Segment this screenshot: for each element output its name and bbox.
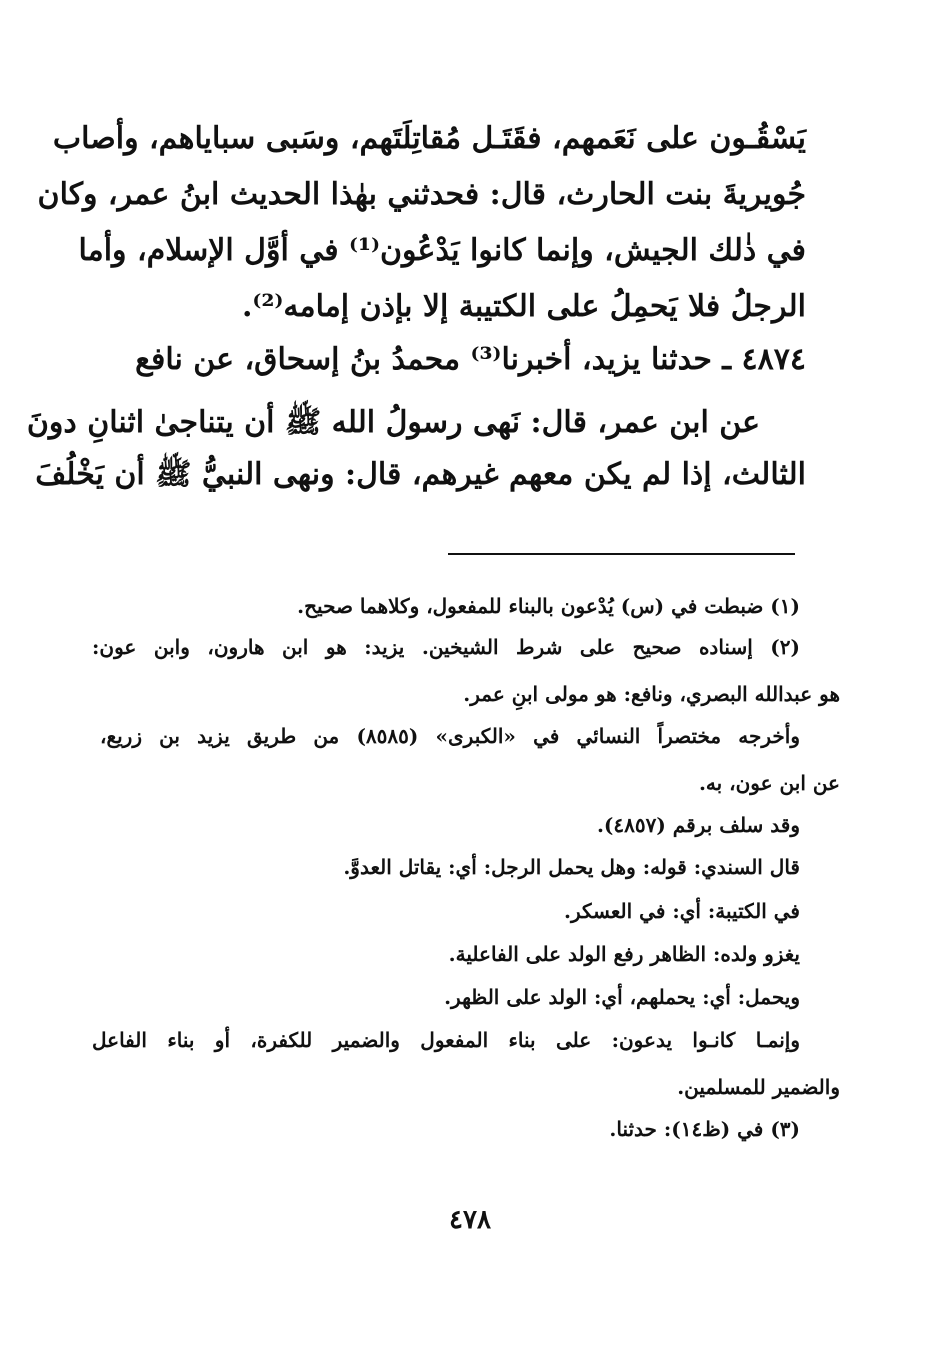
main-text-line-4: الرجلُ فلا يَحمِلُ على الكتيبة إلا بإذن إمامه⁽²⁾. (241, 289, 806, 324)
footnote-2-ref: وأخرجه مختصراً النسائي في «الكبرى» (٨٥٨٥) من طريق يزيد بن زريع، (100, 724, 800, 748)
footnote-2-yahmil: ويحمل: أي: يحملهم، أي: الولد على الظهر. (444, 985, 800, 1009)
footnote-2: (٢) إسناده صحيح على شرط الشيخين. يزيد: هو ابن هارون، وابن عون: (92, 635, 800, 659)
footnote-2-sindi: قال السندي: قوله: وهل يحمل الرجل: أي: يقاتل العدوَّ. (343, 855, 800, 879)
footnote-2-katiba: في الكتيبة: أي: في العسكر. (564, 899, 800, 923)
footnote-2-yaghzu: يغزو ولده: الظاهر رفع الولد على الفاعلية. (448, 942, 800, 966)
footnote-2-ref-cont: عن ابن عون، به. (698, 771, 840, 795)
main-text-line-2: جُويريةَ بنت الحارث، قال: فحدثني بهٰذا الحديث ابنُ عمر، وكان (37, 177, 806, 212)
footnote-3: (٣) في (ظ١٤): حدثنا. (609, 1117, 800, 1141)
main-text-line-1: يَسْقُـون على نَعَمهم، فقَتَـل مُقاتِلَتَهم، وسَبى سباياهم، وأصاب (52, 121, 806, 156)
hadith-header: ٤٨٧٤ ـ حدثنا يزيد، أخبرنا⁽³⁾ محمدُ بنُ إسحاق، عن نافع (135, 342, 806, 377)
hadith-line-1: عن ابن عمر، قال: نَهى رسولُ الله ﷺ أن يتناجىٰ اثنانِ دونَ (26, 405, 760, 440)
footnote-2-cont: هو عبدالله البصري، ونافع: هو مولى ابنِ عمر. (463, 682, 840, 706)
footnote-2-innama: وإنمـا كانـوا يدعون: على بناء المفعول والضمير للكفرة، أو بناء الفاعل (92, 1028, 800, 1052)
footnote-divider (448, 553, 795, 555)
footnote-2-previous: وقد سلف برقم (٤٨٥٧). (596, 813, 800, 837)
footnote-2-innama-cont: والضمير للمسلمين. (677, 1075, 840, 1099)
footnote-1: (١) ضبطت في (س) يُدْعون بالبناء للمفعول، وكلاهما صحيح. (297, 594, 800, 618)
main-text-line-3: في ذٰلك الجيش، وإنما كانوا يَدْعُون⁽¹⁾ في أوَّل الإسلام، وأما (78, 233, 806, 268)
page-number: ٤٧٨ (449, 1205, 491, 1235)
hadith-line-2: الثالث، إذا لم يكن معهم غيرهم، قال: ونهى النبيُّ ﷺ أن يَخْلُفَ (35, 457, 806, 492)
